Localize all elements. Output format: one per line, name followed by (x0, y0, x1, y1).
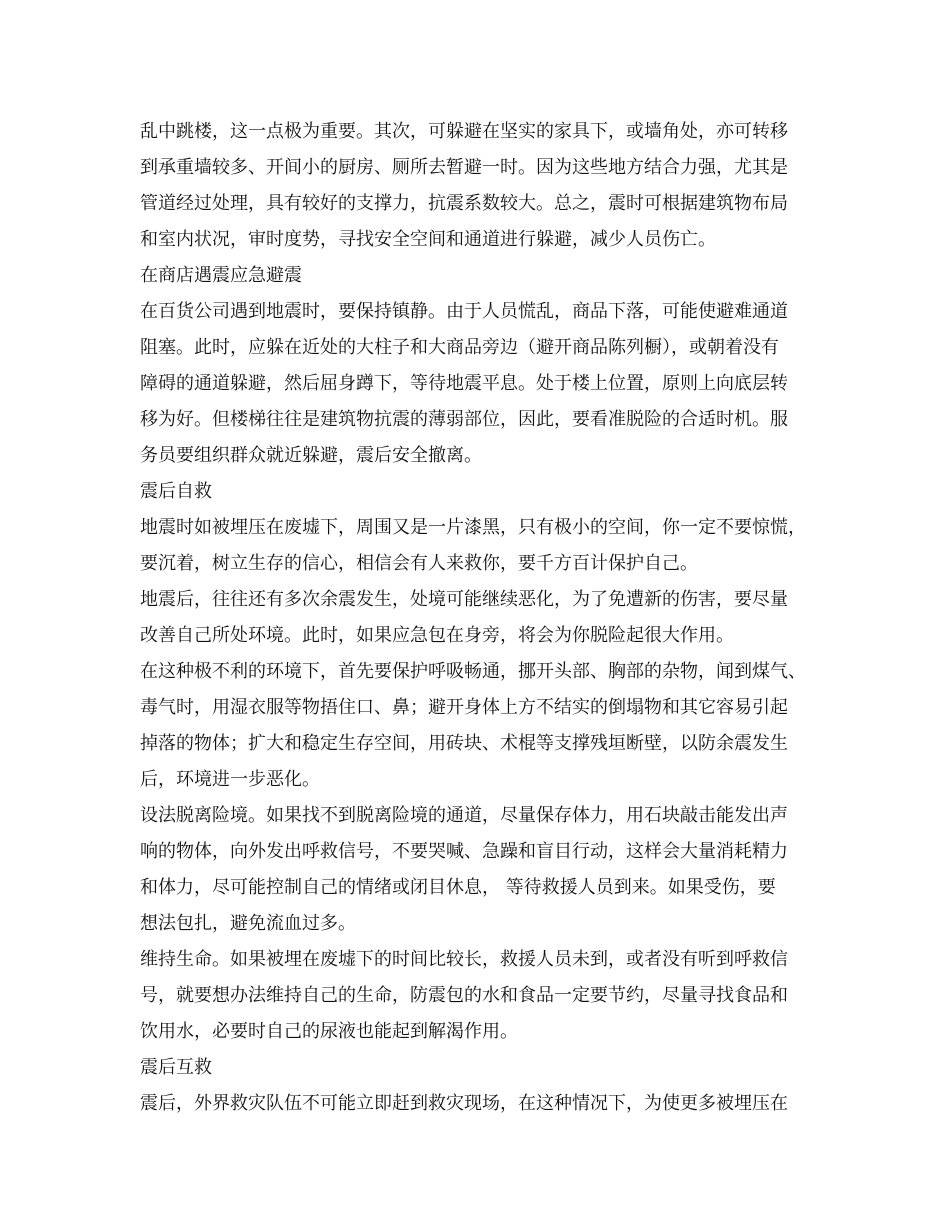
text-line: 管道经过处理，具有较好的支撑力，抗震系数较大。总之，震时可根据建筑物布局 (140, 193, 788, 214)
text-line: 后，环境进一步恶化。 (140, 769, 320, 790)
section-heading: 震后互救 (140, 1057, 212, 1078)
text-line: 掉落的物体；扩大和稳定生存空间，用砖块、术棍等支撑残垣断壁，以防余震发生 (140, 733, 788, 754)
text-line: 维持生命。如果被埋在废墟下的时间比较长，救援人员未到，或者没有听到呼救信 (140, 949, 788, 970)
text-line: 饮用水，必要时自己的尿液也能起到解渴作用。 (140, 1021, 518, 1042)
text-line: 号，就要想办法维持自己的生命，防震包的水和食品一定要节约，尽量寻找食品和 (140, 985, 788, 1006)
text-line: 在这种极不利的环境下，首先要保护呼吸畅通，挪开头部、胸部的杂物，闻到煤气、 (140, 661, 806, 682)
section-heading: 在商店遇震应急避震 (140, 265, 302, 286)
text-line: 改善自己所处环境。此时，如果应急包在身旁，将会为你脱险起很大作用。 (140, 625, 734, 646)
text-line: 阻塞。此时，应躲在近处的大柱子和大商品旁边（避开商品陈列橱），或朝着没有 (140, 337, 779, 358)
text-line: 想法包扎，避免流血过多。 (140, 913, 356, 934)
text-line: 和室内状况，审时度势，寻找安全空间和通道进行躲避，减少人员伤亡。 (140, 229, 716, 250)
text-line: 要沉着，树立生存的信心，相信会有人来救你，要千方百计保护自己。 (140, 553, 698, 574)
text-line: 到承重墙较多、开间小的厨房、厕所去暂避一时。因为这些地方结合力强，尤其是 (140, 157, 788, 178)
text-line: 务员要组织群众就近躲避，震后安全撤离。 (140, 445, 482, 466)
text-line: 响的物体，向外发出呼救信号，不要哭喊、急躁和盲目行动，这样会大量消耗精力 (140, 841, 788, 862)
text-line: 和体力，尽可能控制自己的情绪或闭目休息， 等待救援人员到来。如果受伤，要 (140, 877, 776, 898)
text-line: 地震后，往往还有多次余震发生，处境可能继续恶化，为了免遭新的伤害，要尽量 (140, 589, 788, 610)
section-heading: 震后自救 (140, 481, 212, 502)
text-line: 在百货公司遇到地震时，要保持镇静。由于人员慌乱，商品下落，可能使避难通道 (140, 301, 788, 322)
text-line: 移为好。但楼梯往往是建筑物抗震的薄弱部位，因此，要看准脱险的合适时机。服 (140, 409, 788, 430)
document-body (140, 114, 820, 1122)
text-line: 障碍的通道躲避，然后屈身蹲下，等待地震平息。处于楼上位置，原则上向底层转 (140, 373, 788, 394)
text-line: 毒气时，用湿衣服等物捂住口、鼻；避开身体上方不结实的倒塌物和其它容易引起 (140, 697, 788, 718)
text-line: 设法脱离险境。如果找不到脱离险境的通道，尽量保存体力，用石块敲击能发出声 (140, 805, 788, 826)
text-line: 震后，外界救灾队伍不可能立即赶到救灾现场，在这种情况下，为使更多被埋压在 (140, 1093, 788, 1114)
text-line: 乱中跳楼，这一点极为重要。其次，可躲避在坚实的家具下，或墙角处，亦可转移 (140, 121, 788, 142)
text-line: 地震时如被埋压在废墟下，周围又是一片漆黑，只有极小的空间，你一定不要惊慌， (140, 517, 806, 538)
